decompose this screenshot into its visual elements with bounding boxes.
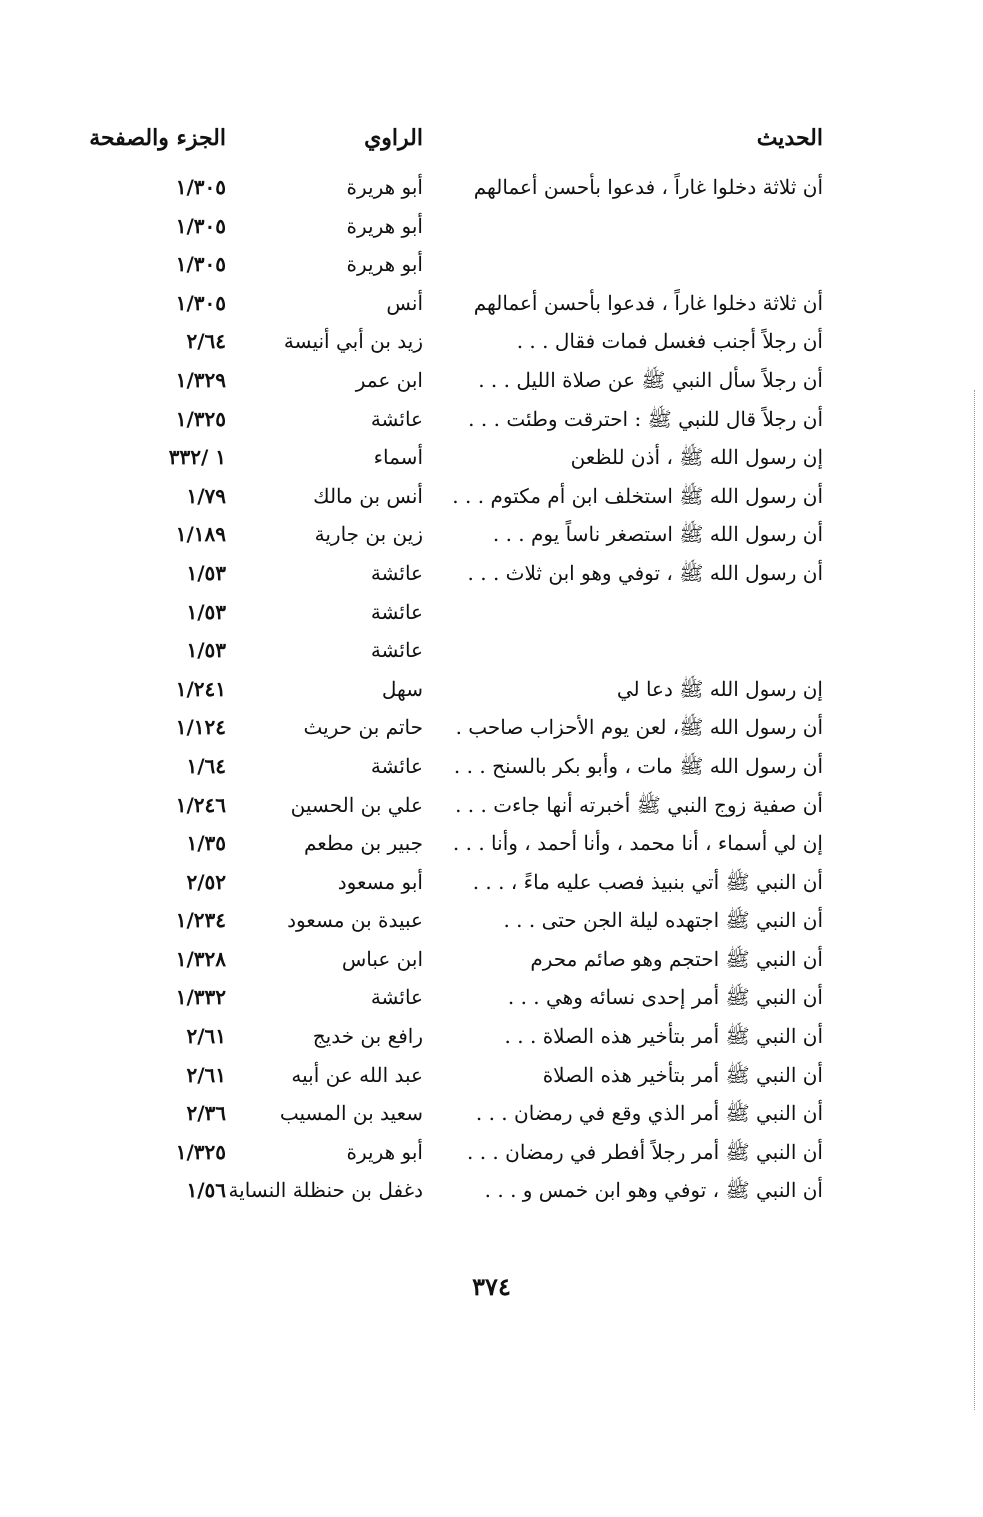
volume-page-ref: ١/٣٢٩	[175, 367, 226, 392]
narrator-name: أبو مسعود	[337, 869, 423, 894]
narrator-name: سهل	[381, 676, 423, 701]
volume-page-ref: ١/٢٤١	[175, 676, 226, 701]
table-row	[0, 554, 983, 593]
volume-page-ref: ١/٢٣٤	[175, 908, 226, 933]
hadith-index-table	[0, 168, 983, 1210]
volume-page-ref: ١/٣٠٥	[175, 252, 226, 277]
hadith-text: أن رسول الله ﷺ، لعن يوم الأحزاب صاحب .	[455, 715, 823, 740]
narrator-name: عائشة	[370, 638, 423, 663]
table-row	[0, 1017, 983, 1056]
hadith-text: أن النبي ﷺ اجتهده ليلة الجن حتى . . .	[503, 908, 823, 933]
table-row	[0, 863, 983, 902]
volume-page-ref: ١/٣٠٥	[175, 175, 226, 199]
narrator-name: حاتم بن حريث	[303, 715, 423, 740]
header-hadith: الحديث	[756, 125, 823, 151]
hadith-text: أن رجلاً قال للنبي ﷺ : احترقت وطئت . . .	[468, 406, 823, 431]
volume-page-ref: ٢/٦١	[186, 1062, 226, 1087]
hadith-text: أن رجلاً سأل النبي ﷺ عن صلاة الليل . . .	[478, 367, 823, 392]
hadith-text: إن رسول الله ﷺ ، أذن للظعن	[570, 445, 823, 470]
volume-page-ref: ١/٣٢٨	[175, 946, 226, 971]
table-row	[0, 786, 983, 825]
narrator-name: زين بن جارية	[314, 522, 423, 547]
volume-page-ref: ١/٢٤٦	[175, 792, 226, 817]
narrator-name: رافع بن خديج	[312, 1024, 423, 1049]
volume-page-ref: ١ /٣٣٢	[168, 445, 226, 470]
hadith-text: أن رسول الله ﷺ استخلف ابن أم مكتوم . . .	[452, 483, 823, 508]
narrator-name: عائشة	[370, 406, 423, 431]
volume-page-ref: ١/٣٢٥	[175, 1139, 226, 1164]
volume-page-ref: ٢/٦٤	[186, 329, 226, 354]
table-row	[0, 207, 983, 246]
table-row	[0, 284, 983, 323]
volume-page-ref: ١/٥٣	[186, 638, 226, 663]
volume-page-ref: ١/٣٠٥	[175, 290, 226, 315]
header-rawi: الراوي	[364, 125, 423, 151]
narrator-name: عائشة	[370, 985, 423, 1010]
narrator-name: عائشة	[370, 560, 423, 585]
volume-page-ref: ١/٥٣	[186, 599, 226, 624]
narrator-name: أسماء	[373, 445, 423, 470]
volume-page-ref: ١/٣٣٢	[175, 985, 226, 1010]
narrator-name: عائشة	[370, 753, 423, 778]
table-header	[0, 118, 983, 158]
table-row	[0, 361, 983, 400]
narrator-name: عائشة	[370, 599, 423, 624]
narrator-name: جبير بن مطعم	[303, 831, 423, 856]
hadith-text: أن رسول الله ﷺ استصغر ناساً يوم . . .	[492, 522, 823, 547]
narrator-name: زيد بن أبي أنيسة	[283, 329, 423, 354]
narrator-name: أبو هريرة	[346, 213, 423, 238]
volume-page-ref: ١/٣٠٥	[175, 213, 226, 238]
table-row	[0, 824, 983, 863]
table-row	[0, 631, 983, 670]
table-row	[0, 477, 983, 516]
table-row	[0, 1094, 983, 1133]
table-row	[0, 1056, 983, 1095]
hadith-text: أن النبي ﷺ أمر إحدى نسائه وهي . . .	[507, 985, 823, 1010]
table-row	[0, 438, 983, 477]
hadith-text: أن رسول الله ﷺ مات ، وأبو بكر بالسنح . . .	[453, 753, 823, 778]
table-row	[0, 593, 983, 632]
page-number: ٣٧٤	[472, 1272, 511, 1301]
table-row	[0, 670, 983, 709]
volume-page-ref: ٢/٣٦	[186, 1101, 226, 1126]
hadith-text: أن النبي ﷺ أمر الذي وقع في رمضان . . .	[475, 1101, 823, 1126]
table-row	[0, 901, 983, 940]
table-row	[0, 747, 983, 786]
narrator-name: أبو هريرة	[346, 175, 423, 199]
volume-page-ref: ١/٦٤	[186, 753, 226, 778]
hadith-text: أن النبي ﷺ أمر بتأخير هذه الصلاة . . .	[504, 1024, 823, 1049]
header-volume-page: الجزء والصفحة	[89, 125, 226, 151]
volume-page-ref: ١/١٨٩	[175, 522, 226, 547]
hadith-text: أن النبي ﷺ احتجم وهو صائم محرم	[530, 946, 823, 971]
table-row	[0, 322, 983, 361]
volume-page-ref: ٢/٦١	[186, 1024, 226, 1049]
narrator-name: سعيد بن المسيب	[279, 1101, 423, 1126]
table-row	[0, 245, 983, 284]
narrator-name: عبيدة بن مسعود	[287, 908, 423, 933]
narrator-name: أنس	[386, 290, 423, 315]
table-row	[0, 515, 983, 554]
narrator-name: أبو هريرة	[346, 1139, 423, 1164]
table-row	[0, 400, 983, 439]
table-row	[0, 978, 983, 1017]
hadith-text: إن رسول الله ﷺ دعا لي	[616, 676, 823, 701]
table-row	[0, 940, 983, 979]
hadith-text: أن النبي ﷺ أمر بتأخير هذه الصلاة	[542, 1062, 823, 1087]
hadith-text: أن النبي ﷺ أتي بنبيذ فصب عليه ماءً ، . . .	[472, 869, 823, 894]
hadith-text: إن لي أسماء ، أنا محمد ، وأنا أحمد ، وأنا . . .	[452, 831, 823, 856]
narrator-name: ابن عباس	[341, 946, 423, 971]
volume-page-ref: ١/٣٥	[186, 831, 226, 856]
volume-page-ref: ١/٣٢٥	[175, 406, 226, 431]
narrator-name: دغفل بن حنظلة النساية	[228, 1178, 423, 1203]
table-row	[0, 1171, 983, 1210]
narrator-name: عبد الله عن أبيه	[291, 1062, 423, 1087]
table-row	[0, 708, 983, 747]
narrator-name: أبو هريرة	[346, 252, 423, 277]
hadith-text: أن ثلاثة دخلوا غاراً ، فدعوا بأحسن أعمالهم	[473, 290, 823, 315]
hadith-text: أن النبي ﷺ ، توفي وهو ابن خمس و . . .	[484, 1178, 823, 1203]
hadith-text: أن رجلاً أجنب فغسل فمات فقال . . .	[516, 329, 823, 354]
hadith-text: أن النبي ﷺ أمر رجلاً أفطر في رمضان . . .	[467, 1139, 823, 1164]
table-row	[0, 168, 983, 207]
scan-edge-line	[973, 390, 975, 1410]
hadith-text: أن صفية زوج النبي ﷺ أخبرته أنها جاءت . . .	[455, 792, 823, 817]
volume-page-ref: ١/٥٦	[186, 1178, 226, 1203]
volume-page-ref: ٢/٥٢	[186, 869, 226, 894]
narrator-name: علي بن الحسين	[290, 792, 423, 817]
hadith-text: أن رسول الله ﷺ ، توفي وهو ابن ثلاث . . .	[467, 560, 823, 585]
narrator-name: ابن عمر	[355, 367, 423, 392]
volume-page-ref: ١/٧٩	[186, 483, 226, 508]
volume-page-ref: ١/١٢٤	[175, 715, 226, 740]
table-row	[0, 1133, 983, 1172]
hadith-text: أن ثلاثة دخلوا غاراً ، فدعوا بأحسن أعمالهم	[473, 175, 823, 199]
volume-page-ref: ١/٥٣	[186, 560, 226, 585]
narrator-name: أنس بن مالك	[313, 483, 423, 508]
